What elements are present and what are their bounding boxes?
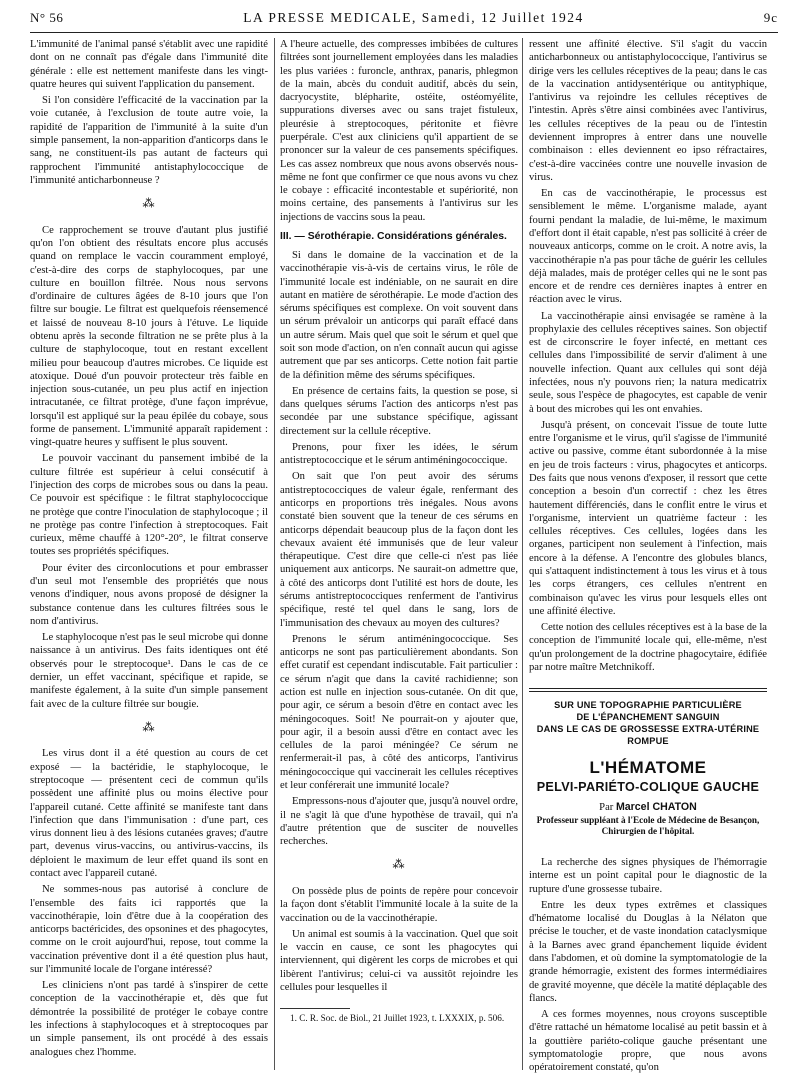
paragraph: On possède plus de points de repère pour concevoir la façon dont s'établit l'immunité locale à la suite de la vaccination ou de la vaccinothérapie. [280,885,518,924]
paragraph: En présence de certains faits, la question se pose, si dans quelques sérums l'action des anticorps n'est pas secondée par une substance spécifique, agissant directement sur la cellule réceptive. [280,385,518,437]
kicker-line: DANS LE CAS DE GROSSESSE EXTRA-UTÉRINE ROMPUE [536,724,760,747]
author-affiliation [529,815,767,838]
paragraph: Empressons-nous d'ajouter que, jusqu'à nouvel ordre, il ne s'agit là que d'une hypothèse de travail, qui n'a d'autre prétention que de susciter de nouvelles recherches. [280,796,518,848]
paragraph: En cas de vaccinothérapie, le processus est sensiblement le même. L'organisme malade, ayant fourni pendant la maladie, de lui-même, le maximum d'effort dont il était capable, n'est pas sollicité à créer de nouveaux anticorps, comme on le croit. A notre avis, la vaccinothérapie n'a pas pour tâche de guérir les cellules déjà malades, mais de protéger celles qui ne le sont pas encore et de rendre ces dernières inaptes à entrer en réaction avec le virus. [529,188,767,306]
footnote-separator [280,1008,350,1009]
footnote: 1. C. R. Soc. de Biol., 21 Juillet 1923, t. LXXXIX, p. 506. [290,1013,505,1024]
paragraph: Un animal est soumis à la vaccination. Quel que soit le vaccin en cause, ce sont les phagocytes qui interviennent, qui digèrent les corps de microbes et qui libèrent l'antivirus; celui-ci va aussitôt rejoindre les cellules pour lesquelles il [280,928,518,993]
paragraph: Jusqu'à présent, on concevait l'issue de toute lutte entre l'organisme et le virus, qu'il s'agisse de l'immunité active ou passive, comme étant subordonnée à la mise en jeu de trois facteurs : virus, phagocytes et anticorps. Des faits que nous venons d'exposer, il ressort que cette conception a besoin d'un correctif : chez les êtres hautement différenciés, dans le conflit entre le virus et l'organisme, intervient un quatrième facteur : les cellules réceptives. Ces cellules, logées dans les organes, participent non seulement à l'infection, mais encore à la défense. A l'encontre des globules blancs, qui s'attaquent indistinctement à tous les virus et à tous les corps étrangers, ces cellules n'entrent en combinaison qu'avec les virus pour lesquels elles ont une affinité élective. [529,419,767,617]
corner-number: 9c [763,10,778,25]
paragraph: La recherche des signes physiques de l'hémorragie interne est un point capital pour le diagnostic de la rupture d'une grossesse tubaire. [529,856,767,895]
asterism-separator: ⁂ [142,196,156,211]
paragraph: Si l'on considère l'efficacité de la vaccination par la voie cutanée, à l'exclusion de toute autre voie, la rapidité de l'apparition de l'immunité à la suite d'un simple pansement, la non-apparition d'anticorps dans le sang, ne constituent-ils pas autant de facteurs qui rapprochent l'immunité antistaphylococcique de l'immunité anticharbonneuse ? [30,95,268,186]
column-2 [280,38,518,1074]
affiliation-line: Chirurgien de l'hôpital. [601,826,695,837]
paragraph: Le pouvoir vaccinant du pansement imbibé de la culture filtrée est supérieur à celui consécutif à l'injection des corps de microbes sous ou dans la peau. Ce pouvoir est spécifique : le filtrat staphylococcique ne protège que contre l'inoculation de staphylocoque ; il ne protège pas contre l'infection à streptocoques. Fait curieux, même chauffé à 120°-20°, le filtrat conserve toutes ses propriétés spécifiques. [30,453,268,558]
page-number: N° 56 [30,10,64,25]
paragraph: Pour éviter des circonlocutions et pour embrasser d'un seul mot l'ensemble des propriétés que nous venons d'indiquer, nous avons proposé de désigner la substance contenue dans les cultures filtrées sous le nom d'antivirus. [30,562,268,627]
column-rule [274,38,275,1070]
section-heading [280,230,518,243]
author-name: Marcel CHATON [615,800,697,813]
paragraph: A ces formes moyennes, nous croyons susceptible d'être rattaché un hématome localisé au petit bassin et à la gouttière pariéto-colique gauche présentant une symptomatologie propre, que nous avons opératoirement constaté, qu'on [529,1009,767,1074]
paragraph: La vaccinothérapie ainsi envisagée se ramène à la prophylaxie des cellules réceptives saines. Son objectif est de circonscrire le foyer infecté, en mettant ces cellules dans l'impossibilité de servir d'aliment à une nouvelle infection. Quant aux cellules qui sont déjà infectées, nous n'y pouvons rien; la natura medicatrix seule, sous l'espèce de phagocytes, est capable de venir à bout des microbes qui les ont envahies. [529,310,767,415]
paragraph: Les cliniciens n'ont pas tardé à s'inspirer de cette conception de la vaccinothérapie et, dès que fut démontrée la possibilité de protéger le cobaye contre les infections à staphylocoques et à streptocoques par un simple pansement, ils ont procédé à des essais analogues chez l'homme. [30,980,268,1058]
article-title: L'HÉMATOME [589,758,707,778]
paragraph: Entre les deux types extrêmes et classiques d'hématome localisé du Douglas à la Nélaton que précise le toucher, et de vaste inondation cataclysmique à la Barnes avec grand épanchement liquide évident dans l'abdomen, et où domine la symptomatologie de la grande hémorragie, existent des formes intermédiaires de gravité moyenne, que décèle la matité déplaçable des flancs. [529,899,767,1004]
article-kicker [529,700,767,748]
paragraph: Le staphylocoque n'est pas le seul microbe qui donne naissance à un antivirus. Des faits identiques ont été observés pour le streptocoque¹. Dans le cas de ce dernier, un effet vaccinant, spécifique et rapide, se manifeste également, à la suite d'un simple pansement fait avec de la culture filtrée sur bougie. [30,632,268,710]
paragraph: Les virus dont il a été question au cours de cet exposé — la bactéridie, le staphylocoque, le streptocoque — présentent ceci de commun qu'ils possèdent une affinité plus ou moins élective pour l'appareil cutané. Cette affinité se manifeste tant dans l'infection que dans l'immunisation : d'une part, ces virus donnent lieu à des lésions cutanées graves; d'autre part, devenus virus-vaccins, ou antivirus-vaccins, ils déploient le maximum de leur effet quand ils sont en contact avec l'appareil cutané. [30,748,268,879]
column-3 [529,38,767,1074]
paragraph: Cette notion des cellules réceptives est à la base de la conception de l'immunité locale qui, elle-même, n'est qu'un prolongement de la doctrine phagocytaire, édifiée par notre maître Metchnikoff. [529,622,767,673]
paragraph: Ne sommes-nous pas autorisé à conclure de l'ensemble des faits ici rapportés que la vaccinothérapie, loin d'être due à la coopération des anticorps bactéricides, des opsonines et des phagocytes, comme on le croit aujourd'hui, repose, tout comme la vaccination préventive dont il a été question plus haut, sur l'immunité locale de l'organe intéressé? [30,884,268,975]
paragraph: Ce rapprochement se trouve d'autant plus justifié qu'on l'on obtient des résultats encore plus accusés quand on remplace le vaccin couramment employé, c'est-à-dire des corps de staphylocoques, par une culture en bouillon filtrée. Nous nous servons d'ordinaire de cultures âgées de 8-10 jours que l'on filtre sur bougie. Le filtrat est quelquefois réensemencé et laissé de nouveau 8-10 jours à l'étuve. Le liquide obtenu après la seconde filtration ne se prête plus à la culture de staphylocoque, tout en restant excellent milieu pour beaucoup d'autres microbes. Ce liquide est atoxique. Doué d'un pouvoir protecteur très faible en injection sous-cutanée, un peu plus actif en injection intracutanée, ce filtrat protège, d'une façon imprévue, lorsqu'il est appliqué sur la peau épilée du cobaye, sous forme de pansement. L'immunité apparaît rapidement : vingt-quatre heures y suffisent le plus souvent. [30,224,268,449]
section-heading-text: III. — Sérothérapie. Considérations générales. [280,230,507,242]
column-rule [522,38,523,1070]
paragraph: A l'heure actuelle, des compresses imbibées de cultures filtrées sont journellement employées dans les maladies les plus variées : furoncle, anthrax, panaris, phlegmon de la main, abcès du conduit auditif, abcès du sein, dacryocystite, blépharite, ostéite, ostéomyélite, suppurations diverses avec ou sans trajet fistuleux, pleurésie à streptocoques, péritonite et fièvre puerpérale. C'est aux cliniciens qu'il appartient de se prononcer sur la valeur de ces pansements spécifiques. Les cas assez nombreux que nous avons observés nous-même ne font que confirmer ce que nous avons vu chez le cobaye : efficacité incontestable et supériorité, non moins certaine, des pansements à l'antivirus sur les injections de vaccins sous la peau. [280,39,518,223]
paragraph: Prenons le sérum antiméningococcique. Ses anticorps ne sont pas particulièrement abondants. Son effet curatif est cependant indiscutable. Fait particulier : ce sérum n'agit que dans la cavité rachidienne; son action est nulle en injection sous-cutanée. On dit que, pour agir, ce sérum a besoin d'être en contact avec les méningocoques. Soit! Ne pourrait-on y ajouter que, pour agir, il a besoin aussi d'être en contact avec les cellules de la paroi méningée? Ce sérum ne renfermerait-il pas, à côté des anticorps, l'antivirus méningococcique qui vaccinerait les cellules réceptives et leur conférerait une immunité locale? [280,633,518,791]
journal-title: LA PRESSE MEDICALE, Samedi, 12 Juillet 1924 [243,10,584,25]
running-header [30,10,778,33]
paragraph: Prenons, pour fixer les idées, le sérum antistreptococcique et le sérum antiméningococcique. [280,441,518,467]
affiliation-line: Professeur suppléant à l'Ecole de Médecine de Besançon, [536,814,760,825]
paragraph: L'immunité de l'animal pansé s'établit avec une rapidité dont on ne connaît pas d'égale dans l'immunité dite générale : elle est nettement manifeste dans les vingt-quatre heures qui suivent l'application du pansement. [30,39,268,90]
article-separator [529,688,767,692]
article-subtitle: PELVI-PARIÉTO-COLIQUE GAUCHE [536,779,760,794]
paragraph: Si dans le domaine de la vaccination et de la vaccinothérapie vis-à-vis de certains virus, le rôle de l'immunité locale est indéniable, on ne saurait en dire autant en matière de sérothérapie. Le mode d'action des sérums spécifiques est complexe. On voit souvent dans un sérum prévaloir un anticorps qui paraît effacé dans un autre sérum. Mais quel que soit le sérum et quel que soit son mode d'action, on n'en connaît aucun qui agisse autrement que par ses anticorps. Cette notion fait partie de la définition même des sérums spécifiques. [280,249,518,381]
asterism-separator: ⁂ [392,857,406,872]
paragraph: ressent une affinité élective. S'il s'agit du vaccin anticharbonneux ou antistaphylococcique, l'antivirus se dirige vers les cellules réceptives de la peau; dans le cas de la vaccination antidysentérique ou antityphique, l'antivirus va rejoindre les cellules réceptives de l'intestin. Après s'être ainsi combinées avec l'antivirus, les cellules réceptives de la peau ou de l'intestin deviennent impropres à entrer dans une nouvelle combinaison : elles deviennent eo ipso réfractaires, c'est-à-dire vaccinées contre une nouvelle invasion de virus. [529,39,767,183]
column-1 [30,38,268,1074]
byline-prefix: Par [599,801,614,813]
paragraph: On sait que l'on peut avoir des sérums antistreptococciques de valeur égale, renfermant des anticorps en proportions très inégales. Nous avons constaté bien souvent que la teneur de ces sérums en anticorps dépendait beaucoup plus de la façon dont les chevaux avaient été immunisés que de leur valeur thérapeutique. C'est dire que celle-ci n'est pas liée uniquement aux anticorps. Ne saurait-on admettre que, à côté des anticorps dont l'utilité est hors de doute, les sérums antistreptococciques renferment de l'antivirus spécifique, resté tel quel dans le sang, lors de l'immunisation des chevaux au moyen des cultures? [280,471,518,629]
kicker-line: SUR UNE TOPOGRAPHIE PARTICULIÈRE [554,700,742,711]
asterism-separator: ⁂ [142,719,156,734]
kicker-line: DE L'ÉPANCHEMENT SANGUIN [576,712,720,723]
byline [529,801,767,814]
